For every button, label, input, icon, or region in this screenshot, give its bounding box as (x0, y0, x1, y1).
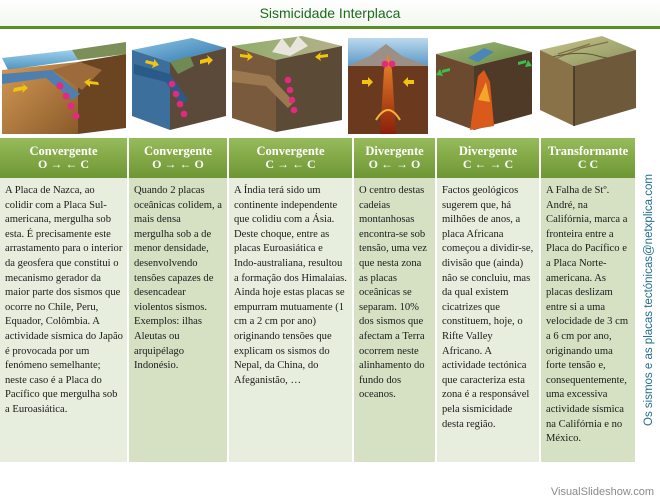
subduction-oceanic-continental-block-icon (2, 30, 128, 138)
continental-collision-block-icon (232, 30, 344, 138)
column-header (228, 138, 353, 178)
header-direction: O → ← O (152, 157, 204, 172)
header-type: Divergente (365, 143, 424, 158)
header-type: Convergente (256, 143, 325, 158)
header-direction: O ← → O (368, 157, 421, 172)
column-header (128, 138, 228, 178)
title-bar (0, 0, 660, 26)
header-type: Convergente (29, 143, 98, 158)
mid-ocean-ridge-block-icon (346, 30, 430, 138)
illustration-strip (0, 30, 640, 138)
description-cell: O centro destas cadeias montanhosas encontra-se sob tensão, uma vez que nesta zona as placas oceânicas se separam. 10% dos sismos que afectam a Terra ocorrem neste alinhamento do fundo dos oceanos. (353, 178, 436, 462)
watermark: VisualSlideshow.com (550, 486, 654, 498)
column-header (353, 138, 436, 178)
column-header (436, 138, 540, 178)
header-direction: O → ← C (38, 157, 89, 172)
header-row (0, 138, 636, 178)
continental-rift-block-icon (434, 30, 534, 138)
header-type: Transformante (547, 143, 629, 158)
column-header (540, 138, 636, 178)
description-cell: Factos geológicos sugerem que, há milhões de anos, a placa Africana começou a dividir-se, divisão que (ainda) não se concluiu, mas da qual existem cicatrizes que constituem, hoje, o Rifte Valley Africano. A actividade tectónica que caracteriza esta zona é a responsável pela sismicidade desta região. (436, 178, 540, 462)
description-cell: A Placa de Nazca, ao colidir com a Placa Sul-americana, mergulha sob esta. É precisamente este arrastamento para o interior da geosfera que constitui o mecanismo gerador da maior parte dos sismos que ocorre no Chile, Peru, Equador, Colômbia. A actividade sísmica do Japão é provocada por um fenómeno semelhante; neste caso é a Placa do Pacífico que mergulha sob a Euroasiática. (0, 178, 128, 462)
description-row (0, 178, 636, 462)
transform-fault-block-icon (538, 30, 638, 138)
header-direction: C C (577, 157, 599, 172)
header-direction: C ← → C (462, 157, 514, 172)
header-type: Divergente (458, 143, 518, 158)
subduction-oceanic-oceanic-block-icon (130, 30, 230, 138)
description-cell: Quando 2 placas oceânicas colidem, a mais densa mergulha sob a de menor densidade, desenvolvendo tensões capazes de desencadear violentos sismos. Exemplos: ilhas Aleutas ou arquipélago Indonésio. (128, 178, 228, 462)
side-credit (636, 138, 660, 462)
boundaries-table (0, 138, 637, 462)
title-divider (0, 26, 660, 29)
page-title: Sismicidade Interplaca (259, 5, 401, 21)
description-cell: A Falha de Stº. André, na Califórnia, marca a fronteira entre a Placa do Pacífico e a Placa Norte-americana. As placas deslizam entre si a uma velocidade de 3 cm a 6 cm por ano, originando uma forte tensão e, consequentemente, uma excessiva actividade sísmica na Califórnia e no México. (540, 178, 636, 462)
description-cell: A Índia terá sido um continente independente que colidiu com a Ásia. Deste choque, entre as placas Euroasiática e Indo-australiana, resultou a formação dos Himalaias. Ainda hoje estas placas se empurram mutuamente (1 cm a 2 cm por ano) originando tensões que explicam os sismos do Nepal, da China, do Afeganistão, … (228, 178, 353, 462)
header-type: Convergente (143, 143, 213, 158)
header-direction: C → ← C (265, 157, 316, 172)
side-credit-text: Os sismos e as placas tectónicas@netxplica.com (643, 174, 655, 426)
column-header (0, 138, 128, 178)
